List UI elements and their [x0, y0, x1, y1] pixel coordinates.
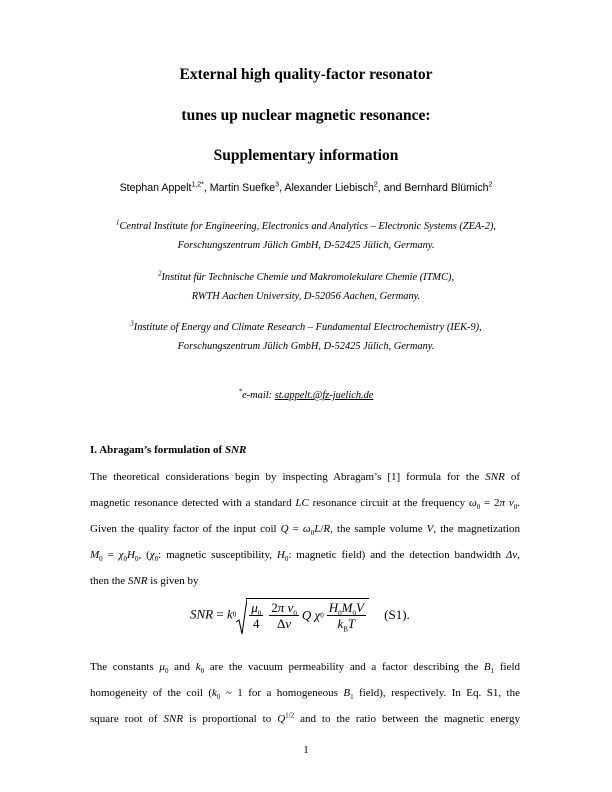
section-heading: I. Abragam’s formulation of SNR — [90, 444, 247, 456]
author: Martin Suefke$^3$, — [209, 181, 285, 194]
paragraph-line: $M_0 = \chi_0H_0$, ($\chi_0$: magnetic susceptibility, $H_0$: magnetic field) and the detection bandwidth Δν, — [90, 549, 520, 564]
paragraph-line: homogeneity of the coil ($k_0$ ~ 1 for a homogeneous $B_1$ field), respectively. In Eq. S1, the — [90, 687, 520, 702]
title-line-3: Supplementary information — [213, 147, 399, 164]
affiliation-2-line-1: $^2$Institut für Technische Chemie und Makromolekulare Chemie (ITMC), — [157, 269, 455, 283]
email-link[interactable]: st.appelt.@fz-juelich.de — [274, 390, 374, 401]
affiliation-3-line-1: $^3$Institute of Energy and Climate Research – Fundamental Electrochemistry (IEK-9), — [130, 319, 482, 333]
affiliation-3-line-2: Forschungszentrum Jülich GmbH, D-52425 Jülich, Germany. — [177, 341, 435, 352]
paragraph-line: The theoretical considerations begin by inspecting Abragam’s [1] formula for the SNR of — [90, 471, 521, 483]
sqrt: $\frac{\mu_0}{4}$ $\frac{2\pi \nu_0}{\Delta\nu}$ Q χ0 $\frac{H_0M_0V}{k_BT}$ — [236, 598, 369, 631]
paragraph-line: Given the quality factor of the input coil $Q = \omega_0L/R$, the sample volume V, the magnetization — [90, 523, 520, 538]
author: Bernhard Blümich$^2$ — [404, 181, 493, 194]
page-number: 1 — [303, 744, 309, 756]
equation-label: (S1). — [384, 606, 410, 622]
affiliation-2-line-2: RWTH Aachen University, D-52056 Aachen, Germany. — [191, 291, 421, 302]
paragraph-line: The constants $\mu_0$ and $k_0$ are the vacuum permeability and a factor describing the $B_1$ field — [90, 661, 520, 676]
affiliation-1-line-2: Forschungszentrum Jülich GmbH, D-52425 Jülich, Germany. — [177, 240, 435, 251]
title-line-2: tunes up nuclear magnetic resonance: — [181, 107, 431, 124]
email: *e-mail: st.appelt.@fz-juelich.de — [238, 387, 374, 401]
title-line-1: External high quality-factor resonator — [179, 66, 433, 83]
paragraph-line: magnetic resonance detected with a standard LC resonance circuit at the frequency $\omega_0 = 2\pi$ $\nu_0$. — [90, 497, 520, 512]
author-list — [0, 182, 612, 194]
author: Stephan Appelt$^{1,2*}$, — [119, 181, 210, 194]
author: Alexander Liebisch$^2$, and — [284, 181, 405, 194]
paragraph-line: then the SNR is given by — [90, 575, 199, 587]
paragraph-line: square root of SNR is proportional to $Q^{1/2}$ and to the ratio between the magnetic energy — [90, 711, 520, 725]
equation-s1: SNR = k0 $\frac{\mu_0}{4}$ $\frac{2\pi \nu_0}{\Delta\nu}$ Q χ0 $\frac{H_0M_0V}{k_BT}$ (S1). — [190, 600, 410, 634]
affiliation-1-line-1: $^1$Central Institute for Engineering, Electronics and Analytics – Electronic Systems (ZEA-2), — [116, 218, 496, 232]
